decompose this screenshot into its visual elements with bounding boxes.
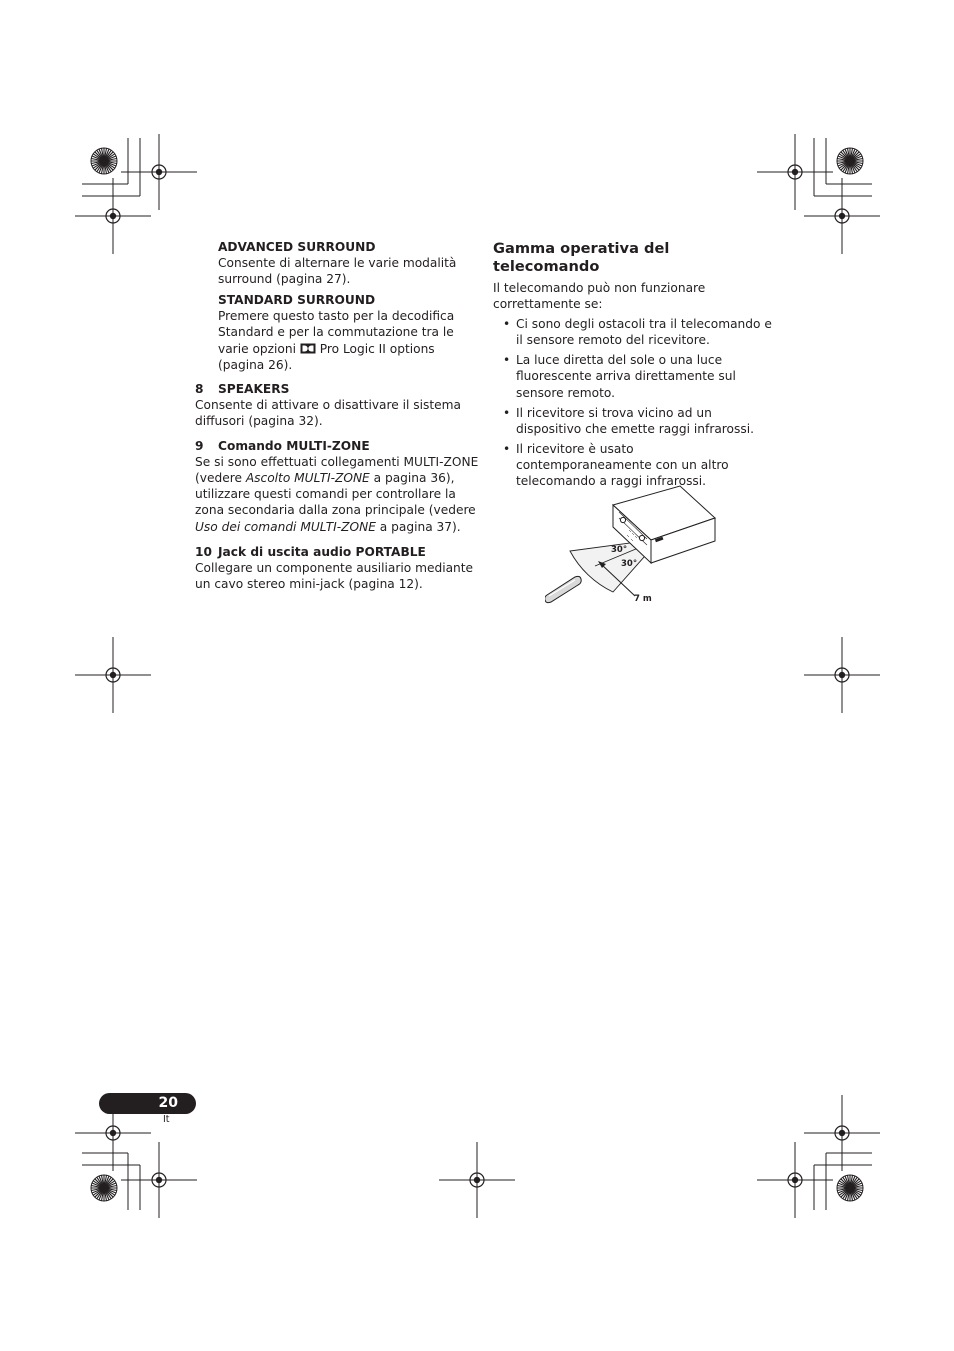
standard-surround-text: [218, 308, 480, 372]
advanced-surround-entry: [195, 239, 480, 287]
standard-surround-text-before: Premere questo tasto per la decodifica Standard e per la commutazione tra le varie opzioni: [218, 309, 455, 356]
standard-surround-title: STANDARD SURROUND: [218, 293, 376, 308]
item-9-number: 9: [195, 439, 204, 454]
page-number-badge: [99, 1093, 196, 1114]
item-8-text: Consente di attivare o disattivare il sistema diffusori (pagina 32).: [195, 397, 461, 428]
item-9-italic-ref-1: Ascolto MULTI-ZONE: [245, 471, 370, 486]
standard-surround-entry: [195, 292, 480, 372]
item-10-title: Jack di uscita audio PORTABLE: [218, 544, 426, 559]
advanced-surround-title: ADVANCED SURROUND: [218, 240, 376, 254]
item-8-number: 8: [195, 381, 204, 396]
item-10: [195, 544, 480, 592]
list-item: [493, 352, 773, 400]
page-number: 20: [158, 1095, 178, 1111]
bullet: •: [503, 317, 511, 332]
language-code: It: [163, 1114, 170, 1125]
list-item-text: Il ricevitore si trova vicino ad un dispositivo che emette raggi infrarossi.: [516, 405, 754, 436]
angle-bottom-label: 30°: [621, 559, 638, 569]
item-9-text-part-3: a pagina 37).: [375, 519, 461, 534]
item-9-title: Comando MULTI-ZONE: [218, 439, 370, 454]
remote-control-icon: [545, 576, 581, 602]
bullet: •: [503, 353, 511, 368]
list-item: [493, 441, 773, 489]
left-column: [195, 239, 480, 592]
item-9-text: [195, 454, 480, 534]
item-9: [195, 438, 480, 535]
section-heading: Gamma operativa del telecomando: [493, 240, 670, 275]
advanced-surround-text: Consente di alternare le varie modalità surround (pagina 27).: [218, 256, 457, 287]
list-item: [493, 316, 773, 348]
item-9-text-part-2: a pagina 36), utilizzare questi comandi per controllare la zona secondaria dalla zona principale (vedere: [195, 471, 476, 518]
item-9-italic-ref-2: Uso dei comandi MULTI-ZONE: [195, 519, 376, 534]
bullet: •: [503, 441, 511, 456]
list-item: [493, 405, 773, 437]
list-item-text: Ci sono degli ostacoli tra il telecomando e il sensore remoto del ricevitore.: [516, 317, 772, 348]
bullet: •: [503, 405, 511, 420]
angle-top-label: 30°: [611, 545, 628, 555]
section-intro: Il telecomando può non funzionare correttamente se:: [493, 281, 706, 312]
list-item-text: Il ricevitore è usato contemporaneamente con un altro telecomando a raggi infrarossi.: [516, 441, 729, 489]
dolby-logo-icon: [300, 343, 316, 354]
right-column: [493, 240, 773, 493]
list-item-text: La luce diretta del sole o una luce fluorescente arriva direttamente sul sensore remoto.: [516, 353, 736, 400]
item-10-text: Collegare un componente ausiliario mediante un cavo stereo mini-jack (pagina 12).: [195, 560, 474, 591]
item-8-title: SPEAKERS: [218, 381, 290, 396]
item-10-number: 10: [195, 544, 212, 559]
item-8: [195, 381, 480, 429]
standard-surround-text-after: Pro Logic II options (pagina 26).: [218, 341, 435, 372]
remote-range-illustration: [545, 483, 720, 608]
item-9-text-part-1: Se si sono effettuati collegamenti MULTI-ZONE (vedere: [195, 455, 479, 486]
distance-label: 7 m: [634, 594, 652, 604]
condition-list: [493, 316, 773, 489]
